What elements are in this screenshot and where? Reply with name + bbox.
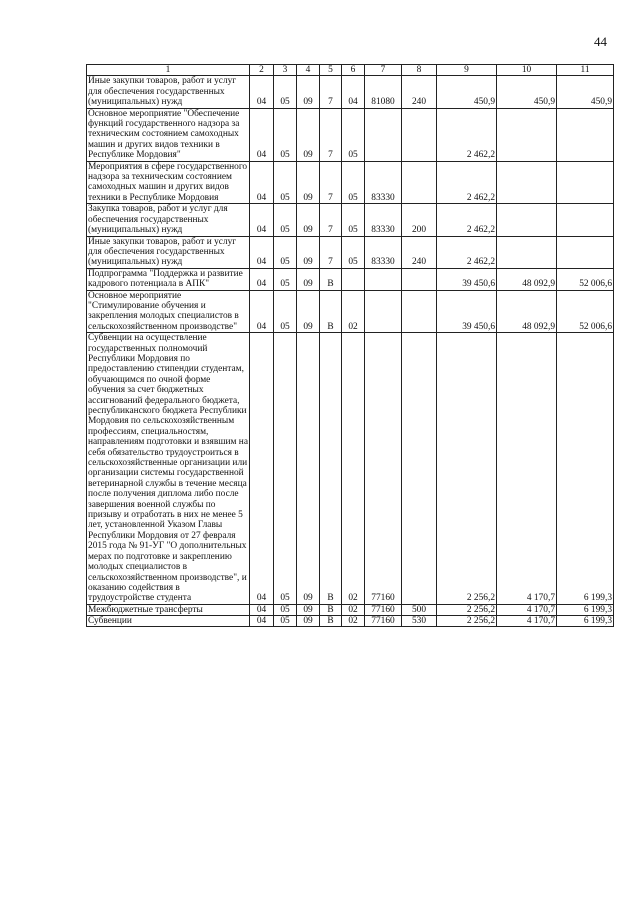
column-header: 4 bbox=[297, 65, 320, 76]
cell-code: 05 bbox=[342, 236, 365, 268]
cell-code: В bbox=[320, 290, 342, 333]
cell-code: В bbox=[320, 268, 342, 290]
cell-code: 05 bbox=[342, 204, 365, 236]
column-header: 11 bbox=[557, 65, 614, 76]
row-name: Подпрограмма "Поддержка и развитие кадрового потенциала в АПК" bbox=[87, 268, 250, 290]
cell-amount: 39 450,6 bbox=[437, 290, 497, 333]
cell-amount: 450,9 bbox=[437, 76, 497, 108]
cell-code: 05 bbox=[342, 161, 365, 204]
table-row bbox=[87, 615, 614, 626]
cell-code: 05 bbox=[274, 604, 297, 615]
cell-code: 04 bbox=[250, 290, 274, 333]
page-number: 44 bbox=[594, 34, 607, 49]
cell-amount: 4 170,7 bbox=[497, 615, 557, 626]
cell-amount: 2 256,2 bbox=[437, 604, 497, 615]
column-header: 1 bbox=[87, 65, 250, 76]
cell-amount: 450,9 bbox=[557, 76, 614, 108]
cell-code: 04 bbox=[250, 604, 274, 615]
cell-code: 83330 bbox=[365, 236, 402, 268]
cell-code bbox=[365, 268, 402, 290]
cell-code: 09 bbox=[297, 161, 320, 204]
column-header: 5 bbox=[320, 65, 342, 76]
cell-code: 04 bbox=[250, 108, 274, 161]
cell-code: 7 bbox=[320, 108, 342, 161]
cell-code: 05 bbox=[274, 333, 297, 605]
table-row bbox=[87, 76, 614, 108]
cell-code bbox=[402, 268, 437, 290]
cell-amount: 2 256,2 bbox=[437, 333, 497, 605]
cell-code bbox=[365, 290, 402, 333]
cell-amount bbox=[557, 108, 614, 161]
row-name: Закупка товаров, работ и услуг для обеспечения государственных (муниципальных) нужд bbox=[87, 204, 250, 236]
column-header: 10 bbox=[497, 65, 557, 76]
cell-amount: 4 170,7 bbox=[497, 604, 557, 615]
cell-code: 05 bbox=[274, 615, 297, 626]
cell-code: 09 bbox=[297, 615, 320, 626]
cell-amount: 2 462,2 bbox=[437, 204, 497, 236]
column-header: 9 bbox=[437, 65, 497, 76]
cell-code: 04 bbox=[250, 76, 274, 108]
cell-code: 83330 bbox=[365, 204, 402, 236]
cell-amount: 2 462,2 bbox=[437, 236, 497, 268]
cell-code: 500 bbox=[402, 604, 437, 615]
cell-amount bbox=[497, 108, 557, 161]
cell-code: 04 bbox=[250, 204, 274, 236]
cell-code: 04 bbox=[250, 333, 274, 605]
cell-code: 240 bbox=[402, 76, 437, 108]
table-row bbox=[87, 333, 614, 605]
cell-code: 04 bbox=[250, 161, 274, 204]
cell-code: 77160 bbox=[365, 333, 402, 605]
cell-code: 04 bbox=[342, 76, 365, 108]
cell-amount: 6 199,3 bbox=[557, 333, 614, 605]
table-row bbox=[87, 108, 614, 161]
cell-amount: 39 450,6 bbox=[437, 268, 497, 290]
cell-amount: 2 256,2 bbox=[437, 615, 497, 626]
cell-code: 04 bbox=[250, 236, 274, 268]
cell-amount: 48 092,9 bbox=[497, 268, 557, 290]
cell-code: 09 bbox=[297, 333, 320, 605]
table-row bbox=[87, 204, 614, 236]
cell-code bbox=[402, 108, 437, 161]
cell-code: В bbox=[320, 615, 342, 626]
cell-code: 09 bbox=[297, 236, 320, 268]
table-row bbox=[87, 236, 614, 268]
column-header: 8 bbox=[402, 65, 437, 76]
column-header: 3 bbox=[274, 65, 297, 76]
cell-code bbox=[402, 161, 437, 204]
row-name: Мероприятия в сфере государственного надзора за техническим состоянием самоходных машин и других видов техники в Республике Мордовия bbox=[87, 161, 250, 204]
cell-code: 09 bbox=[297, 268, 320, 290]
cell-code: 200 bbox=[402, 204, 437, 236]
cell-amount bbox=[557, 204, 614, 236]
cell-code: 77160 bbox=[365, 604, 402, 615]
cell-amount: 48 092,9 bbox=[497, 290, 557, 333]
cell-amount: 2 462,2 bbox=[437, 108, 497, 161]
table-row bbox=[87, 268, 614, 290]
cell-amount: 6 199,3 bbox=[557, 604, 614, 615]
row-name: Основное мероприятие "Стимулирование обучения и закрепления молодых специалистов в сельскохозяйственном производстве" bbox=[87, 290, 250, 333]
cell-code: 7 bbox=[320, 161, 342, 204]
row-name: Основное мероприятие "Обеспечение функций государственного надзора за техническим состоянием самоходных машин и других видов техники в Республике Мордовия" bbox=[87, 108, 250, 161]
cell-code: 05 bbox=[274, 108, 297, 161]
cell-amount: 2 462,2 bbox=[437, 161, 497, 204]
cell-code: 05 bbox=[274, 268, 297, 290]
cell-code: 09 bbox=[297, 108, 320, 161]
cell-code: 02 bbox=[342, 290, 365, 333]
cell-code: 7 bbox=[320, 204, 342, 236]
cell-code: 05 bbox=[274, 76, 297, 108]
cell-amount bbox=[497, 161, 557, 204]
cell-code bbox=[402, 333, 437, 605]
table-row bbox=[87, 290, 614, 333]
row-name: Иные закупки товаров, работ и услуг для обеспечения государственных (муниципальных) нужд bbox=[87, 76, 250, 108]
cell-code: 09 bbox=[297, 604, 320, 615]
cell-amount bbox=[497, 204, 557, 236]
cell-code: 81080 bbox=[365, 76, 402, 108]
cell-amount bbox=[557, 236, 614, 268]
row-name: Иные закупки товаров, работ и услуг для обеспечения государственных (муниципальных) нужд bbox=[87, 236, 250, 268]
cell-code: 05 bbox=[274, 204, 297, 236]
cell-code bbox=[402, 290, 437, 333]
cell-code: 09 bbox=[297, 204, 320, 236]
cell-code: 02 bbox=[342, 604, 365, 615]
row-name: Субвенции на осуществление государственных полномочий Республики Мордовия по предоставлению стипендии студентам, обучающимся по очной форме обучения за счет бюджетных ассигнований федерального бюджета, республиканского бюджета Республики Мордовия по сельскохозяйственным профессиям, специальностям, направлениям подготовки и взявшим на себя обязательство трудоустроиться в сельскохозяйственные организации или организации системы государственной ветеринарной службы в течение месяца после получения диплома либо после завершения военной службы по призыву и отработать в них не менее 5 лет, установленной Указом Главы Республики Мордовия от 27 февраля 2015 года № 91-УГ "О дополнительных мерах по подготовке и закреплению молодых специалистов в сельскохозяйственном производстве", и оказанию содействия в трудоустройстве студента bbox=[88, 333, 248, 604]
cell-code: 05 bbox=[274, 290, 297, 333]
cell-code: 7 bbox=[320, 76, 342, 108]
row-name: Субвенции bbox=[87, 615, 250, 626]
cell-amount: 6 199,3 bbox=[557, 615, 614, 626]
cell-code: В bbox=[320, 333, 342, 605]
column-header: 6 bbox=[342, 65, 365, 76]
table-row bbox=[87, 161, 614, 204]
budget-table bbox=[86, 64, 614, 627]
cell-amount bbox=[557, 161, 614, 204]
cell-code: 05 bbox=[274, 236, 297, 268]
cell-amount: 450,9 bbox=[497, 76, 557, 108]
cell-code: 77160 bbox=[365, 615, 402, 626]
cell-code: 04 bbox=[250, 268, 274, 290]
cell-code: В bbox=[320, 604, 342, 615]
column-header: 2 bbox=[250, 65, 274, 76]
header-row bbox=[87, 65, 614, 76]
cell-code: 09 bbox=[297, 290, 320, 333]
cell-code bbox=[365, 108, 402, 161]
row-name: Межбюджетные трансферты bbox=[87, 604, 250, 615]
cell-code: 04 bbox=[250, 615, 274, 626]
table-row bbox=[87, 604, 614, 615]
cell-code: 09 bbox=[297, 76, 320, 108]
cell-code: 530 bbox=[402, 615, 437, 626]
cell-code: 02 bbox=[342, 333, 365, 605]
cell-code: 240 bbox=[402, 236, 437, 268]
cell-code: 05 bbox=[342, 108, 365, 161]
cell-amount: 4 170,7 bbox=[497, 333, 557, 605]
cell-code bbox=[342, 268, 365, 290]
cell-amount: 52 006,6 bbox=[557, 268, 614, 290]
cell-code: 02 bbox=[342, 615, 365, 626]
cell-code: 05 bbox=[274, 161, 297, 204]
cell-amount bbox=[497, 236, 557, 268]
column-header: 7 bbox=[365, 65, 402, 76]
cell-code: 83330 bbox=[365, 161, 402, 204]
cell-code: 7 bbox=[320, 236, 342, 268]
cell-amount: 52 006,6 bbox=[557, 290, 614, 333]
